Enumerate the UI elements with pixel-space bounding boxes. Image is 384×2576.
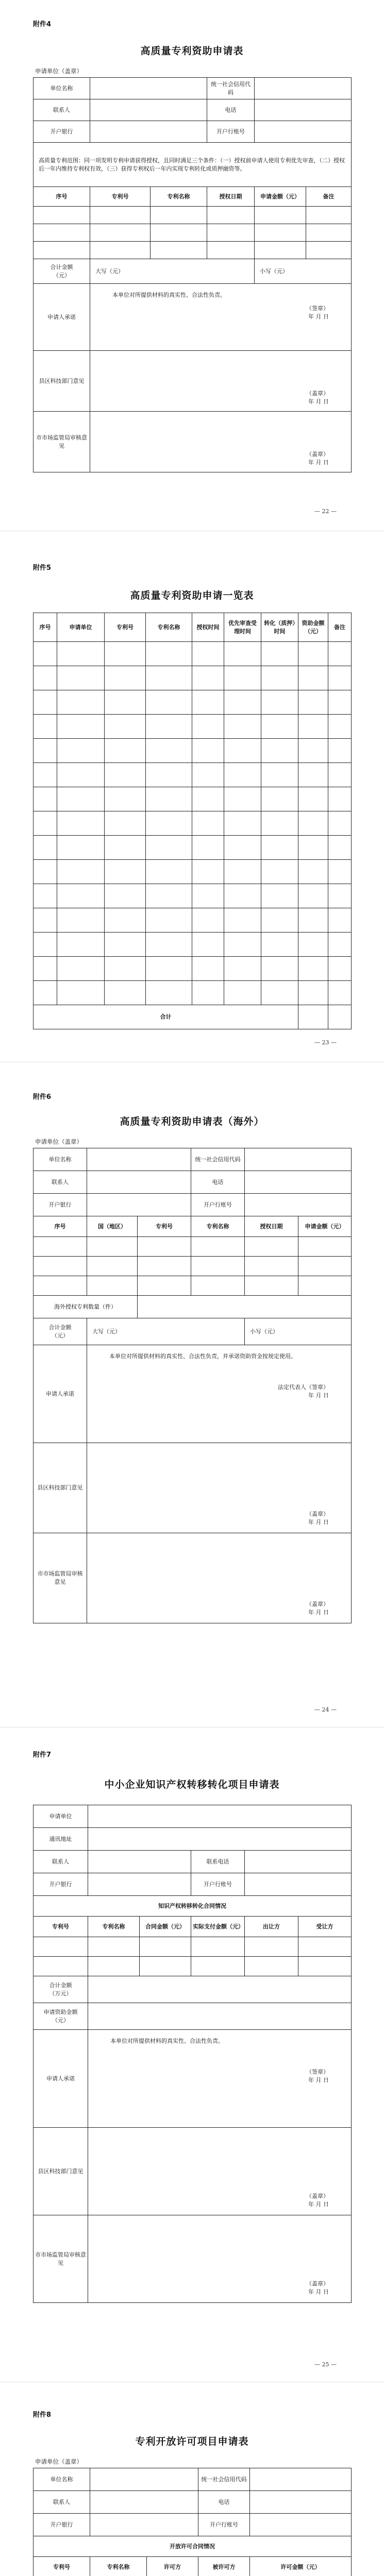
applicant-label: 申请人承诺 bbox=[34, 2030, 88, 2128]
review-date: 年 月 日 bbox=[308, 2201, 329, 2208]
apply-amount-value[interactable] bbox=[88, 2003, 352, 2030]
page-annex8 bbox=[0, 2382, 384, 2576]
org-label: 单位名称 bbox=[34, 2468, 90, 2491]
phone-label: 联系电话 bbox=[191, 1851, 245, 1873]
review-seal: （盖章） bbox=[306, 2193, 329, 2200]
col-transfer: 转化（质押）时间 bbox=[261, 613, 298, 642]
contact-label: 联系人 bbox=[34, 99, 90, 121]
table-row bbox=[34, 836, 352, 860]
credit-code-value[interactable] bbox=[245, 1148, 352, 1171]
unit-seal-label: 申请单位（盖章） bbox=[35, 2458, 82, 2465]
total-value[interactable] bbox=[298, 1005, 328, 1029]
review-date: 年 月 日 bbox=[308, 398, 329, 405]
col-buyer: 受让方 bbox=[298, 1917, 352, 1937]
org-label: 申请单位 bbox=[34, 1805, 88, 1828]
page-annex7 bbox=[0, 1727, 384, 2382]
sign-label: （签章） bbox=[306, 304, 329, 312]
total-label: 合计 bbox=[34, 1005, 298, 1029]
table-row bbox=[34, 763, 352, 787]
table-row bbox=[34, 787, 352, 811]
contact-label: 联系人 bbox=[34, 1851, 88, 1873]
form-title: 高质量专利资助申请表 bbox=[140, 45, 244, 57]
credit-code-label: 统一社会信用代码 bbox=[207, 78, 255, 99]
review-label: 县区科技部门意见 bbox=[34, 2128, 88, 2215]
review-date: 年 月 日 bbox=[308, 1519, 329, 1526]
col-grant: 授权时间 bbox=[192, 613, 224, 642]
table-row bbox=[34, 884, 352, 908]
col-remark: 备注 bbox=[306, 187, 352, 207]
contact-value[interactable] bbox=[88, 1851, 191, 1873]
col-seller: 出让方 bbox=[245, 1917, 298, 1937]
contact-value[interactable] bbox=[90, 99, 207, 121]
credit-code-value[interactable] bbox=[255, 78, 352, 99]
col-remark: 备注 bbox=[328, 613, 352, 642]
table-row bbox=[34, 1957, 352, 1976]
contact-value[interactable] bbox=[90, 2491, 198, 2514]
col-patent-name: 专利名称 bbox=[151, 187, 207, 207]
phone-label: 电话 bbox=[207, 99, 255, 121]
account-value[interactable] bbox=[245, 1194, 352, 1216]
scope-note: 高质量专利范围：同一项发明专利申请获得授权，且同时满足三个条件：（一）授权前申请人使用专利优先审查，（二）授权后一年内维持专利权有效，（三）获得专利权后一年内实现专利转化或质押融资等。 bbox=[34, 143, 352, 187]
page-number: — 25 — bbox=[314, 2361, 337, 2368]
attachment-label: 附件5 bbox=[33, 564, 52, 572]
col-patent-name: 专利名称 bbox=[191, 1216, 245, 1237]
unit-seal-label: 申请单位（盖章） bbox=[35, 67, 82, 75]
form-title: 高质量专利资助申请一览表 bbox=[130, 590, 254, 601]
apply-amount-label: 申请资助金额 bbox=[43, 2008, 78, 2015]
applicant-label: 申请人承诺 bbox=[34, 284, 90, 351]
attachment-label: 附件8 bbox=[33, 2411, 52, 2419]
bank-value[interactable] bbox=[87, 1194, 191, 1216]
bank-value[interactable] bbox=[90, 121, 207, 143]
attachment-label: 附件6 bbox=[33, 1093, 52, 1101]
attachment-label: 附件4 bbox=[33, 21, 52, 28]
account-value[interactable] bbox=[255, 121, 352, 143]
col-patent-name: 专利名称 bbox=[88, 1917, 140, 1937]
applicant-statement: 本单位对所提供材料的真实性、合法性负责。 bbox=[110, 2038, 224, 2044]
bank-value[interactable] bbox=[90, 2514, 198, 2536]
table-row bbox=[34, 957, 352, 981]
table-row bbox=[34, 666, 352, 690]
col-amount: 申请金额（元） bbox=[255, 187, 306, 207]
apply-amount-unit: （元） bbox=[52, 2016, 69, 2024]
addr-label: 通讯地址 bbox=[34, 1828, 88, 1851]
table-row bbox=[34, 242, 352, 259]
org-value[interactable] bbox=[88, 1805, 352, 1828]
mgmt-date: 年 月 日 bbox=[308, 1609, 329, 1616]
bank-label: 开户银行 bbox=[34, 2514, 90, 2536]
col-amount: 申请金额（元） bbox=[298, 1216, 352, 1237]
table-row bbox=[34, 1276, 352, 1296]
org-label: 单位名称 bbox=[34, 1148, 87, 1171]
table-row bbox=[34, 715, 352, 739]
account-label: 开户行账号 bbox=[207, 121, 255, 143]
total-label: 合计金额 bbox=[50, 263, 73, 270]
col-unit: 申请单位 bbox=[57, 613, 105, 642]
total-unit: （万元） bbox=[49, 1990, 72, 1997]
total-label: 合计金额 bbox=[48, 1324, 72, 1331]
table-row bbox=[34, 811, 352, 836]
form-table bbox=[33, 77, 352, 472]
review-seal: （盖章） bbox=[306, 1511, 329, 1518]
phone-label: 电话 bbox=[198, 2491, 250, 2514]
lower-label: 小写（元） bbox=[260, 267, 288, 275]
bank-label: 开户银行 bbox=[34, 1873, 88, 1896]
phone-label: 电话 bbox=[191, 1171, 245, 1194]
applicant-statement: 本单位对所提供材料的真实性、合法性负责，并承诺资助资金按规定使用。 bbox=[109, 1353, 296, 1360]
mgmt-seal: （盖章） bbox=[306, 451, 329, 458]
credit-code-label: 统一社会信用代码 bbox=[191, 1148, 245, 1171]
account-value[interactable] bbox=[250, 2514, 352, 2536]
credit-code-value[interactable] bbox=[250, 2468, 352, 2491]
review-seal: （盖章） bbox=[306, 390, 329, 397]
list-table bbox=[33, 613, 352, 1029]
org-value[interactable] bbox=[90, 2468, 198, 2491]
mgmt-date: 年 月 日 bbox=[308, 459, 329, 466]
date-field: 年 月 日 bbox=[308, 313, 329, 320]
total-unit: （元） bbox=[53, 272, 70, 279]
addr-value[interactable] bbox=[88, 1828, 352, 1851]
page-number: — 23 — bbox=[314, 1039, 337, 1046]
mgmt-seal: （盖章） bbox=[306, 2280, 329, 2287]
contact-label: 联系人 bbox=[34, 1171, 87, 1194]
col-priority: 优先审查受理时间 bbox=[224, 613, 261, 642]
col-patent-no: 专利号 bbox=[90, 187, 151, 207]
phone-value[interactable] bbox=[245, 1171, 352, 1194]
account-label: 开户行账号 bbox=[191, 1873, 245, 1896]
license-header: 开放许可合同情况 bbox=[34, 2536, 352, 2557]
col-patent-no: 专利号 bbox=[34, 1917, 88, 1937]
col-grant-date: 授权日期 bbox=[245, 1216, 298, 1237]
form-table bbox=[33, 1148, 352, 1623]
col-patent-name: 专利名称 bbox=[146, 613, 192, 642]
table-row bbox=[34, 739, 352, 763]
contact-value[interactable] bbox=[87, 1171, 191, 1194]
date-field: 年 月 日 bbox=[308, 2076, 329, 2083]
col-licensee: 被许可方 bbox=[198, 2557, 250, 2576]
mgmt-label: 市市场监管局审核意见 bbox=[34, 412, 90, 472]
contract-header: 知识产权转移转化合同情况 bbox=[34, 1896, 352, 1917]
col-seq: 序号 bbox=[34, 1216, 87, 1237]
phone-value[interactable] bbox=[255, 99, 352, 121]
credit-code-label: 统一社会信用代码 bbox=[198, 2468, 250, 2491]
col-contract-amount: 许可金额（元） bbox=[250, 2557, 352, 2576]
attachment-label: 附件7 bbox=[33, 1751, 52, 1759]
total-unit: （元） bbox=[52, 1332, 69, 1339]
total-value[interactable] bbox=[88, 1976, 352, 2003]
upper-label: 大写（元） bbox=[92, 1328, 121, 1335]
patent-count-value[interactable] bbox=[138, 1296, 352, 1318]
unit-seal-label: 申请单位（盖章） bbox=[35, 1138, 82, 1145]
page-number: — 22 — bbox=[314, 508, 337, 515]
col-patent-no: 专利号 bbox=[105, 613, 146, 642]
mgmt-seal: （盖章） bbox=[306, 1601, 329, 1608]
contact-label: 联系人 bbox=[34, 2491, 90, 2514]
lower-label: 小写（元） bbox=[250, 1328, 278, 1335]
page-annex6 bbox=[0, 1062, 384, 1727]
col-licensor: 许可方 bbox=[147, 2557, 198, 2576]
table-row bbox=[34, 933, 352, 957]
table-row bbox=[34, 1237, 352, 1257]
col-amount: 资助金额（元） bbox=[298, 613, 328, 642]
form-title: 高质量专利资助申请表（海外） bbox=[120, 1116, 264, 1127]
page-annex4 bbox=[0, 0, 384, 531]
review-label: 县区科技部门意见 bbox=[34, 351, 90, 412]
mgmt-label: 市市场监管局审核意见 bbox=[34, 2215, 88, 2303]
patent-count-label: 海外授权专利数量（件） bbox=[34, 1296, 138, 1318]
date-field: 年 月 日 bbox=[308, 1392, 329, 1399]
org-label: 单位名称 bbox=[34, 78, 90, 99]
col-contract-amount: 合同金额（元） bbox=[140, 1917, 191, 1937]
form-title: 中小企业知识产权转移转化项目申请表 bbox=[104, 1779, 280, 1790]
review-label: 县区科技部门意见 bbox=[34, 1443, 87, 1533]
table-row bbox=[34, 224, 352, 242]
form-title: 专利开放许可项目申请表 bbox=[135, 2436, 249, 2447]
table-row bbox=[34, 1257, 352, 1276]
account-label: 开户行账号 bbox=[191, 1194, 245, 1216]
mgmt-label: 市市场监管局审核意见 bbox=[34, 1533, 87, 1623]
table-row bbox=[34, 1937, 352, 1957]
bank-label: 开户银行 bbox=[34, 121, 90, 143]
org-value[interactable] bbox=[87, 1148, 191, 1171]
phone-value[interactable] bbox=[245, 1851, 352, 1873]
table-row bbox=[34, 642, 352, 666]
col-patent-name: 专利名称 bbox=[90, 2557, 147, 2576]
col-patent-no: 专利号 bbox=[138, 1216, 191, 1237]
sign-label: 法定代表人（签章） bbox=[278, 1383, 329, 1391]
table-row bbox=[34, 690, 352, 715]
sign-label: （签章） bbox=[306, 2068, 329, 2075]
form-table bbox=[33, 1805, 352, 2303]
bank-label: 开户银行 bbox=[34, 1194, 87, 1216]
page-number: — 24 — bbox=[314, 1706, 337, 1713]
page-annex5 bbox=[0, 531, 384, 1062]
form-table bbox=[33, 2468, 352, 2576]
bank-value[interactable] bbox=[88, 1873, 191, 1896]
col-seq: 序号 bbox=[34, 613, 57, 642]
mgmt-date: 年 月 日 bbox=[308, 2289, 329, 2296]
table-row bbox=[34, 860, 352, 884]
col-paid: 实际支付金额（元） bbox=[191, 1917, 245, 1937]
phone-value[interactable] bbox=[250, 2491, 352, 2514]
applicant-statement: 本单位对所提供材料的真实性、合法性负责。 bbox=[112, 292, 226, 298]
org-value[interactable] bbox=[90, 78, 207, 99]
table-row bbox=[34, 908, 352, 933]
col-grant-date: 授权日期 bbox=[207, 187, 255, 207]
applicant-label: 申请人承诺 bbox=[34, 1345, 87, 1443]
col-country: 国（地区） bbox=[87, 1216, 138, 1237]
col-patent-no: 专利号 bbox=[34, 2557, 90, 2576]
table-row bbox=[34, 981, 352, 1005]
total-label: 合计金额 bbox=[49, 1981, 72, 1989]
col-seq: 序号 bbox=[34, 187, 90, 207]
table-row bbox=[34, 207, 352, 224]
account-value[interactable] bbox=[245, 1873, 352, 1896]
upper-label: 大写（元） bbox=[95, 267, 124, 275]
account-label: 开户行账号 bbox=[198, 2514, 250, 2536]
